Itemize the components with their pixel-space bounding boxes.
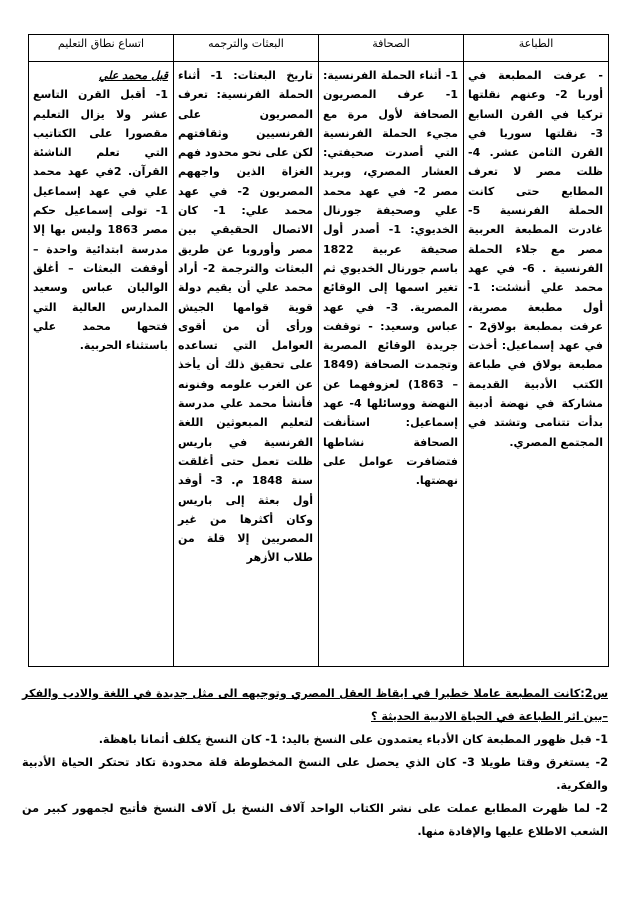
header-journalism: الصحافة xyxy=(319,35,464,62)
cell-text: - عرفت المطبعة في أوربا 2- وعنهم نقلتها تركيا في القرن السابع 3- نقلتها سوريا في القرن الثامن عشر. 4- ظلت مصر لا تعرف المطابع حتى كانت الحملة الفرنسية 5- غادرت المطبعة العربية مصر مع جلاء الحملة الفرنسية . 6- في عهد محمد علي أنشئت: 1- أول مطبعة مصرية، عرفت بمطبعة بولاق2 - في عهد إسماعيل: أخذت مطبعة بولاق في طباعة الكتب الأدبية القديمة مشاركة في نهضة أدبية بدأت تتنامى وتشتد في المجتمع المصري. xyxy=(468,69,604,449)
comparison-table xyxy=(28,34,609,667)
header-education-expansion: اتساع نطاق التعليم xyxy=(29,35,174,62)
cell-journalism xyxy=(319,62,464,667)
header-printing: الطباعة xyxy=(464,35,609,62)
question-text: س2:كانت المطبعة عاملا خطيرا في ايقاظ العقل المصري وتوجيهه الى مثل جديدة في اللغة والادب والفكر –بين اثر الطباعة في الحياة الادبية الحديثة ؟ xyxy=(22,687,608,723)
header-missions-translation: البعثات والترجمه xyxy=(174,35,319,62)
answer-item: 2- يستغرق وقتا طويلا 3- كان الذي يحصل على النسخ المخطوطة قلة محدودة تكاد تحتكر الحياة الأدبية والفكرية. xyxy=(22,756,608,792)
cell-text: تاريخ البعثات: 1- أثناء الحملة الفرنسية: تعرف المصريون على الفرنسيين وثقافتهم لكن على نحو محدود فهم الغزاة الذين واجههم المصريون 2- في عهد محمد علي: 1- كان الاتصال الحقيقي بين مصر وأوروبا عن طريق البعثات والترجمة 2- أراد محمد علي أن يقيم دولة قوية قوامها الجيش ورأى أن من أقوى العوامل التي تساعده على تحقيق ذلك أن يأخذ عن الغرب علومه وفنونه فأنشأ محمد علي مدرسة لتعليم المبعوثين اللغة الفرنسية في باريس ظلت تعمل حتى أغلقت سنة 1848 م. 3- أوفد أول بعثة إلى باريس وكان أكثرها من غير المصريين إلا قلة من طلاب الأزهر xyxy=(178,69,314,565)
answer-item: 2- لما ظهرت المطابع عملت على نشر الكتاب الواحد آلاف النسخ بل آلاف النسخ فأتيح لجمهور كبير من الشعب الاطلاع عليها والإفادة منها. xyxy=(22,802,608,838)
cell-missions xyxy=(174,62,319,667)
question-answer-section xyxy=(22,682,608,843)
cell-text: 1- أقبل القرن التاسع عشر ولا يزال التعليم مقصورا على الكتاتيب التي تعلم الناشئة القرآن. 2في عهد محمد علي في عهد إسماعيل 1- تولى إسماعيل حكم مصر 1863 وليس بها إلا مدرسة ابتدائية واحدة – أوقفت البعثات – أغلق الواليان عباس وسعيد المدارس العالية التي فتحها محمد علي باستثناء الحربية. xyxy=(33,88,168,353)
cell-printing xyxy=(464,62,609,667)
cell-text: 1- أثناء الحملة الفرنسية: 1- عرف المصريون الصحافة لأول مرة مع مجيء الحملة الفرنسية التي أصدرت صحيفتي: العشار المصري، وبريد مصر 2- في عهد محمد علي وصحيفة جورنال الخديوي: 1- أصدر أول صحيفة عربية 1822 باسم جورنال الخديوي ثم تغير اسمها إلى الوقائع المصرية. 3- في عهد عباس وسعيد: - توقفت جريدة الوقائع المصرية وتجمدت الصحافة (1849 – 1863) لعزوفهما عن النهضة ووسائلها 4- عهد إسماعيل: استأنفت الصحافة نشاطها فتضافرت عوامل على نهضتها. xyxy=(323,69,459,488)
cell-heading: قبل محمد علي xyxy=(98,69,168,82)
cell-education xyxy=(29,62,174,667)
answer-item: 1- قبل ظهور المطبعة كان الأدباء يعتمدون على النسخ باليد: 1- كان النسخ يكلف أثمانا باهظة. xyxy=(98,733,608,746)
table-body-row xyxy=(29,62,609,667)
table-header-row xyxy=(29,35,609,62)
